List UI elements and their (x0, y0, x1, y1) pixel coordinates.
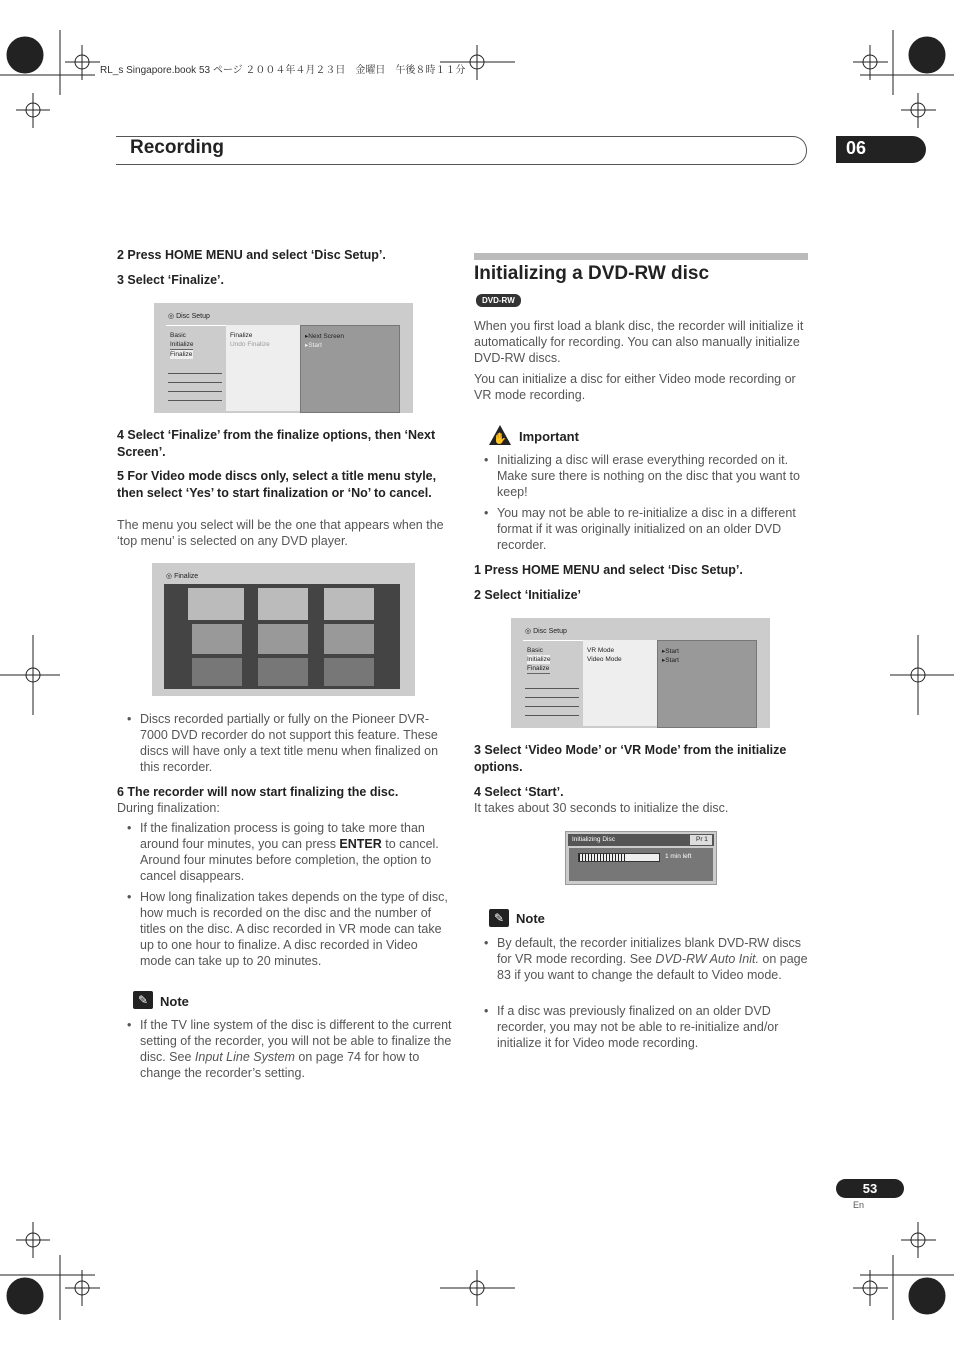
right-note-label: Note (516, 911, 545, 926)
important-bullet-2: • You may not be able to re-initialize a disc in a different format if it was originally initialized on an older DVD recorder. (497, 505, 808, 553)
option-undo-finalize: Undo Finalize (230, 341, 270, 348)
option-video-mode: Video Mode (587, 656, 622, 663)
bullet-cancel: • If the finalization process is going to take more than around four minutes, you can press ENTER to cancel. Around four minutes before completion, the option to cancel disappears. (140, 820, 452, 884)
screen-title: Disc Setup (533, 628, 567, 635)
disc-icon-title (525, 627, 567, 635)
action-start-video: ▸Start (662, 657, 679, 664)
menu-thumbnails (164, 584, 400, 689)
right-step-3: 3 Select ‘Video Mode’ or ‘VR Mode’ from the initialize options. (474, 743, 787, 774)
right-intro-1: When you first load a blank disc, the recorder will initialize it automatically for recording. You can also manually initialize DVD-RW discs. (474, 319, 804, 365)
left-note-text: • If the TV line system of the disc is different to the current setting of the recorder, you will not be able to finalize the disc. See Input Line System on page 74 for how to change the recorder’s setting. (140, 1017, 452, 1081)
section-topbar (474, 253, 808, 260)
right-note-1: • By default, the recorder initializes blank DVD-RW discs for VR mode recording. See DVD-RW Auto Init. on page 83 if you want to change the default to Video mode. (497, 935, 808, 983)
options-panel (583, 640, 657, 726)
menu-finalize: Finalize (527, 665, 550, 672)
svg-text:✋: ✋ (493, 433, 507, 445)
right-note-2: • If a disc was previously finalized on an older DVD recorder, you may not be able to re-initialize and/or initialize it for Video mode recording. (497, 1003, 808, 1051)
menu-initialize: Initialize (170, 341, 194, 348)
menu-list (170, 331, 193, 359)
important-label: Important (519, 429, 579, 444)
menu-basic: Basic (170, 332, 186, 339)
menu-basic: Basic (527, 647, 543, 654)
language-code: En (853, 1200, 865, 1210)
right-step-2: 2 Select ‘Initialize’ (474, 588, 581, 602)
action-start-vr: ▸Start (662, 648, 679, 655)
progress-bar (578, 853, 660, 862)
left-step-3: 3 Select ‘Finalize’. (117, 273, 224, 287)
screen-title: Disc Setup (176, 313, 210, 320)
disc-icon: ◎ (525, 628, 532, 635)
section-title: Recording (130, 137, 224, 158)
right-step-4-body: It takes about 30 seconds to initialize the disc. (474, 801, 729, 815)
finalize-menu-screen (152, 563, 415, 696)
menu-empty-lines (168, 365, 222, 401)
enter-key: ENTER (339, 837, 382, 851)
note-icon: ✎ (489, 909, 509, 927)
right-step-1: 1 Press HOME MENU and select ‘Disc Setup’. (474, 563, 743, 577)
progress-title: Initializing Disc (572, 836, 615, 843)
during-label: During finalization: (117, 801, 220, 815)
option-finalize: Finalize (230, 332, 253, 339)
bullet-pioneer: • Discs recorded partially or fully on the Pioneer DVR-7000 DVD recorder do not support this feature. These discs will have only a text title menu when finalized on this recorder. (140, 711, 452, 775)
left-step-2: 2 Press HOME MENU and select ‘Disc Setup’. (117, 248, 386, 262)
right-step-4: 4 Select ‘Start’. (474, 785, 564, 799)
left-step-5-body: The menu you select will be the one that appears when the ‘top menu’ is selected on any DVD player. (117, 518, 444, 548)
disc-setup-finalize-screen (154, 303, 413, 413)
option-vr-mode: VR Mode (587, 647, 615, 654)
progress-channel: Pr 1 (696, 836, 708, 843)
menu-empty-lines (525, 680, 579, 716)
left-step-6: 6 The recorder will now start finalizing the disc. (117, 785, 399, 799)
options-panel (226, 325, 300, 411)
left-note-label: Note (160, 994, 189, 1009)
progress-body (569, 848, 713, 881)
chapter-number: 06 (836, 136, 926, 163)
action-next-screen: ▸Next Screen (305, 333, 345, 340)
disc-icon-title (168, 312, 210, 320)
menu-initialize: Initialize (527, 656, 551, 663)
left-step-5: 5 For Video mode discs only, select a title menu style, then select ‘Yes’ to start finalization or ‘No’ to cancel. (117, 469, 437, 500)
dvd-rw-badge: DVD-RW (476, 294, 521, 307)
left-step-4: 4 Select ‘Finalize’ from the finalize options, then ‘Next Screen’. (117, 428, 436, 459)
bullet-time: • How long finalization takes depends on the type of disc, how much is recorded on the disc and the number of titles on the disc. A disc recorded in VR mode can take up to one hour to finalize. A disc recorded in Video mode can take up to 20 minutes. (140, 889, 452, 969)
right-heading: Initializing a DVD-RW disc (474, 263, 710, 284)
menu-list (527, 646, 550, 674)
disc-icon: ◎ (168, 313, 175, 320)
print-metadata: RL_s Singapore.book 53 ページ ２００４年４月２３日 金曜日 午後８時１１分 (100, 65, 466, 76)
warning-icon (488, 424, 512, 446)
actions-panel (300, 325, 400, 413)
finalize-screen-title: ◎ Finalize (166, 573, 199, 580)
progress-title-bar (568, 834, 714, 846)
progress-remaining: 1 min left (665, 853, 692, 860)
actions-panel (657, 640, 757, 728)
disc-setup-initialize-screen (511, 618, 770, 728)
initializing-progress-screen (565, 831, 717, 885)
important-bullet-1: • Initializing a disc will erase everything recorded on it. Make sure there is nothing on the disc that you want to keep! (497, 452, 808, 500)
progress-fill (579, 854, 627, 861)
note-icon: ✎ (133, 991, 153, 1009)
menu-finalize: Finalize (170, 351, 193, 358)
page-number: 53 (836, 1179, 904, 1198)
right-intro-2: You can initialize a disc for either Video mode recording or VR mode recording. (474, 372, 796, 402)
action-start: ▸Start (305, 342, 322, 349)
disc-icon: ◎ (166, 573, 173, 580)
